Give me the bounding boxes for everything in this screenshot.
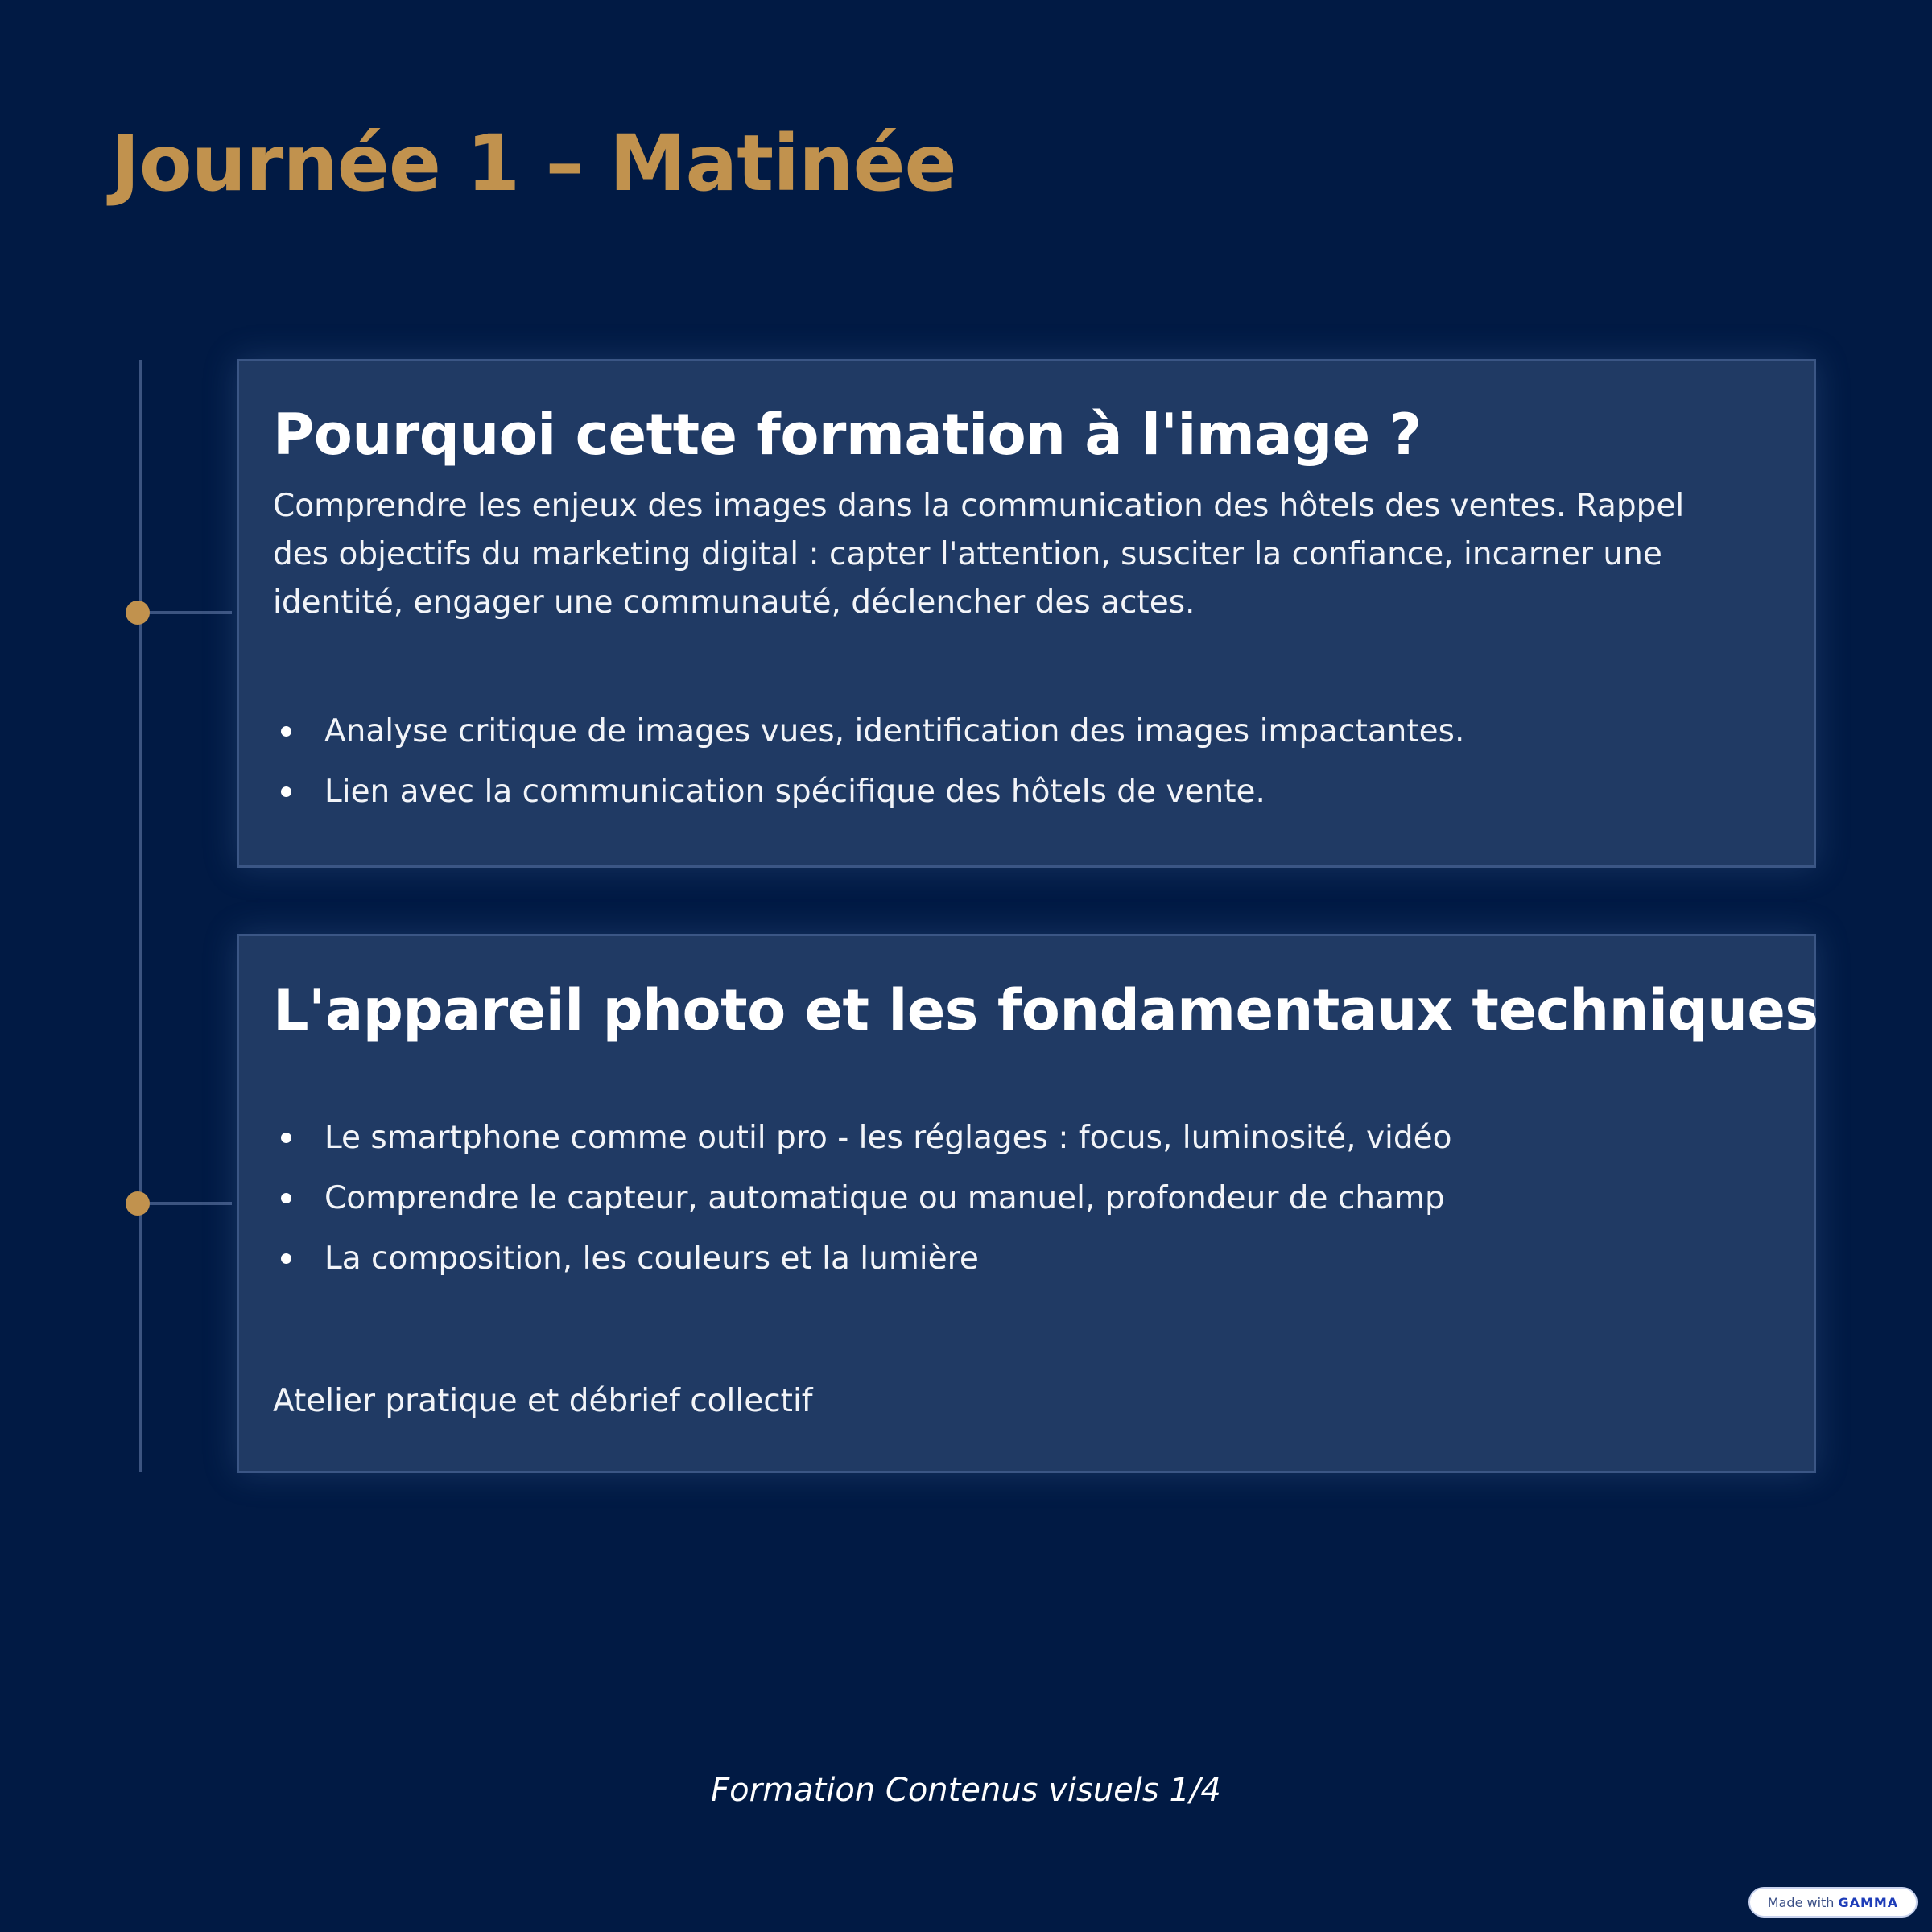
made-with-badge[interactable]: [1748, 1887, 1918, 1918]
list-item: [273, 762, 1781, 822]
timeline-connector-2: [139, 1202, 232, 1205]
bullet-list-1: [273, 701, 1781, 822]
section-paragraph-1: Comprendre les enjeux des images dans la communication des hôtels des ventes. Rappel des objectifs du marketing digital : capter l'attention, susciter la confiance, incarner une identité, engager une communauté, déclencher des actes.: [273, 488, 1685, 621]
bullet-text: Comprendre le capteur, automatique ou manuel, profondeur de champ: [324, 1180, 1445, 1216]
timeline-dot-1: [126, 601, 150, 625]
section-footnote-2: Atelier pratique et débrief collectif: [273, 1383, 813, 1419]
bullet-text: Le smartphone comme outil pro - les réglages : focus, luminosité, vidéo: [324, 1120, 1452, 1156]
gamma-logo: GAMMA: [1838, 1894, 1899, 1910]
badge-prefix: Made with: [1767, 1894, 1835, 1910]
bullet-icon: [281, 786, 291, 797]
list-item: [273, 701, 1781, 762]
list-item: [273, 1108, 1781, 1168]
section-title-2: L'appareil photo et les fondamentaux techniques: [273, 977, 1818, 1043]
bullet-list-2: [273, 1108, 1781, 1289]
section-card-2: [237, 934, 1816, 1473]
section-title-1: Pourquoi cette formation à l'image ?: [273, 402, 1422, 468]
bullet-icon: [281, 726, 291, 737]
bullet-icon: [281, 1193, 291, 1203]
list-item: [273, 1168, 1781, 1228]
timeline-line: [139, 360, 142, 1472]
bullet-text: Lien avec la communication spécifique des hôtels de vente.: [324, 774, 1265, 810]
bullet-text: La composition, les couleurs et la lumière: [324, 1241, 979, 1277]
timeline-dot-2: [126, 1191, 150, 1216]
bullet-icon: [281, 1253, 291, 1264]
bullet-text: Analyse critique de images vues, identification des images impactantes.: [324, 713, 1465, 749]
bullet-icon: [281, 1133, 291, 1143]
slide-footer: Formation Contenus visuels 1/4: [711, 1772, 1221, 1809]
timeline-connector-1: [139, 611, 232, 614]
section-card-1: [237, 359, 1816, 868]
list-item: [273, 1228, 1781, 1289]
slide-title: Journée 1 – Matinée: [111, 118, 956, 208]
